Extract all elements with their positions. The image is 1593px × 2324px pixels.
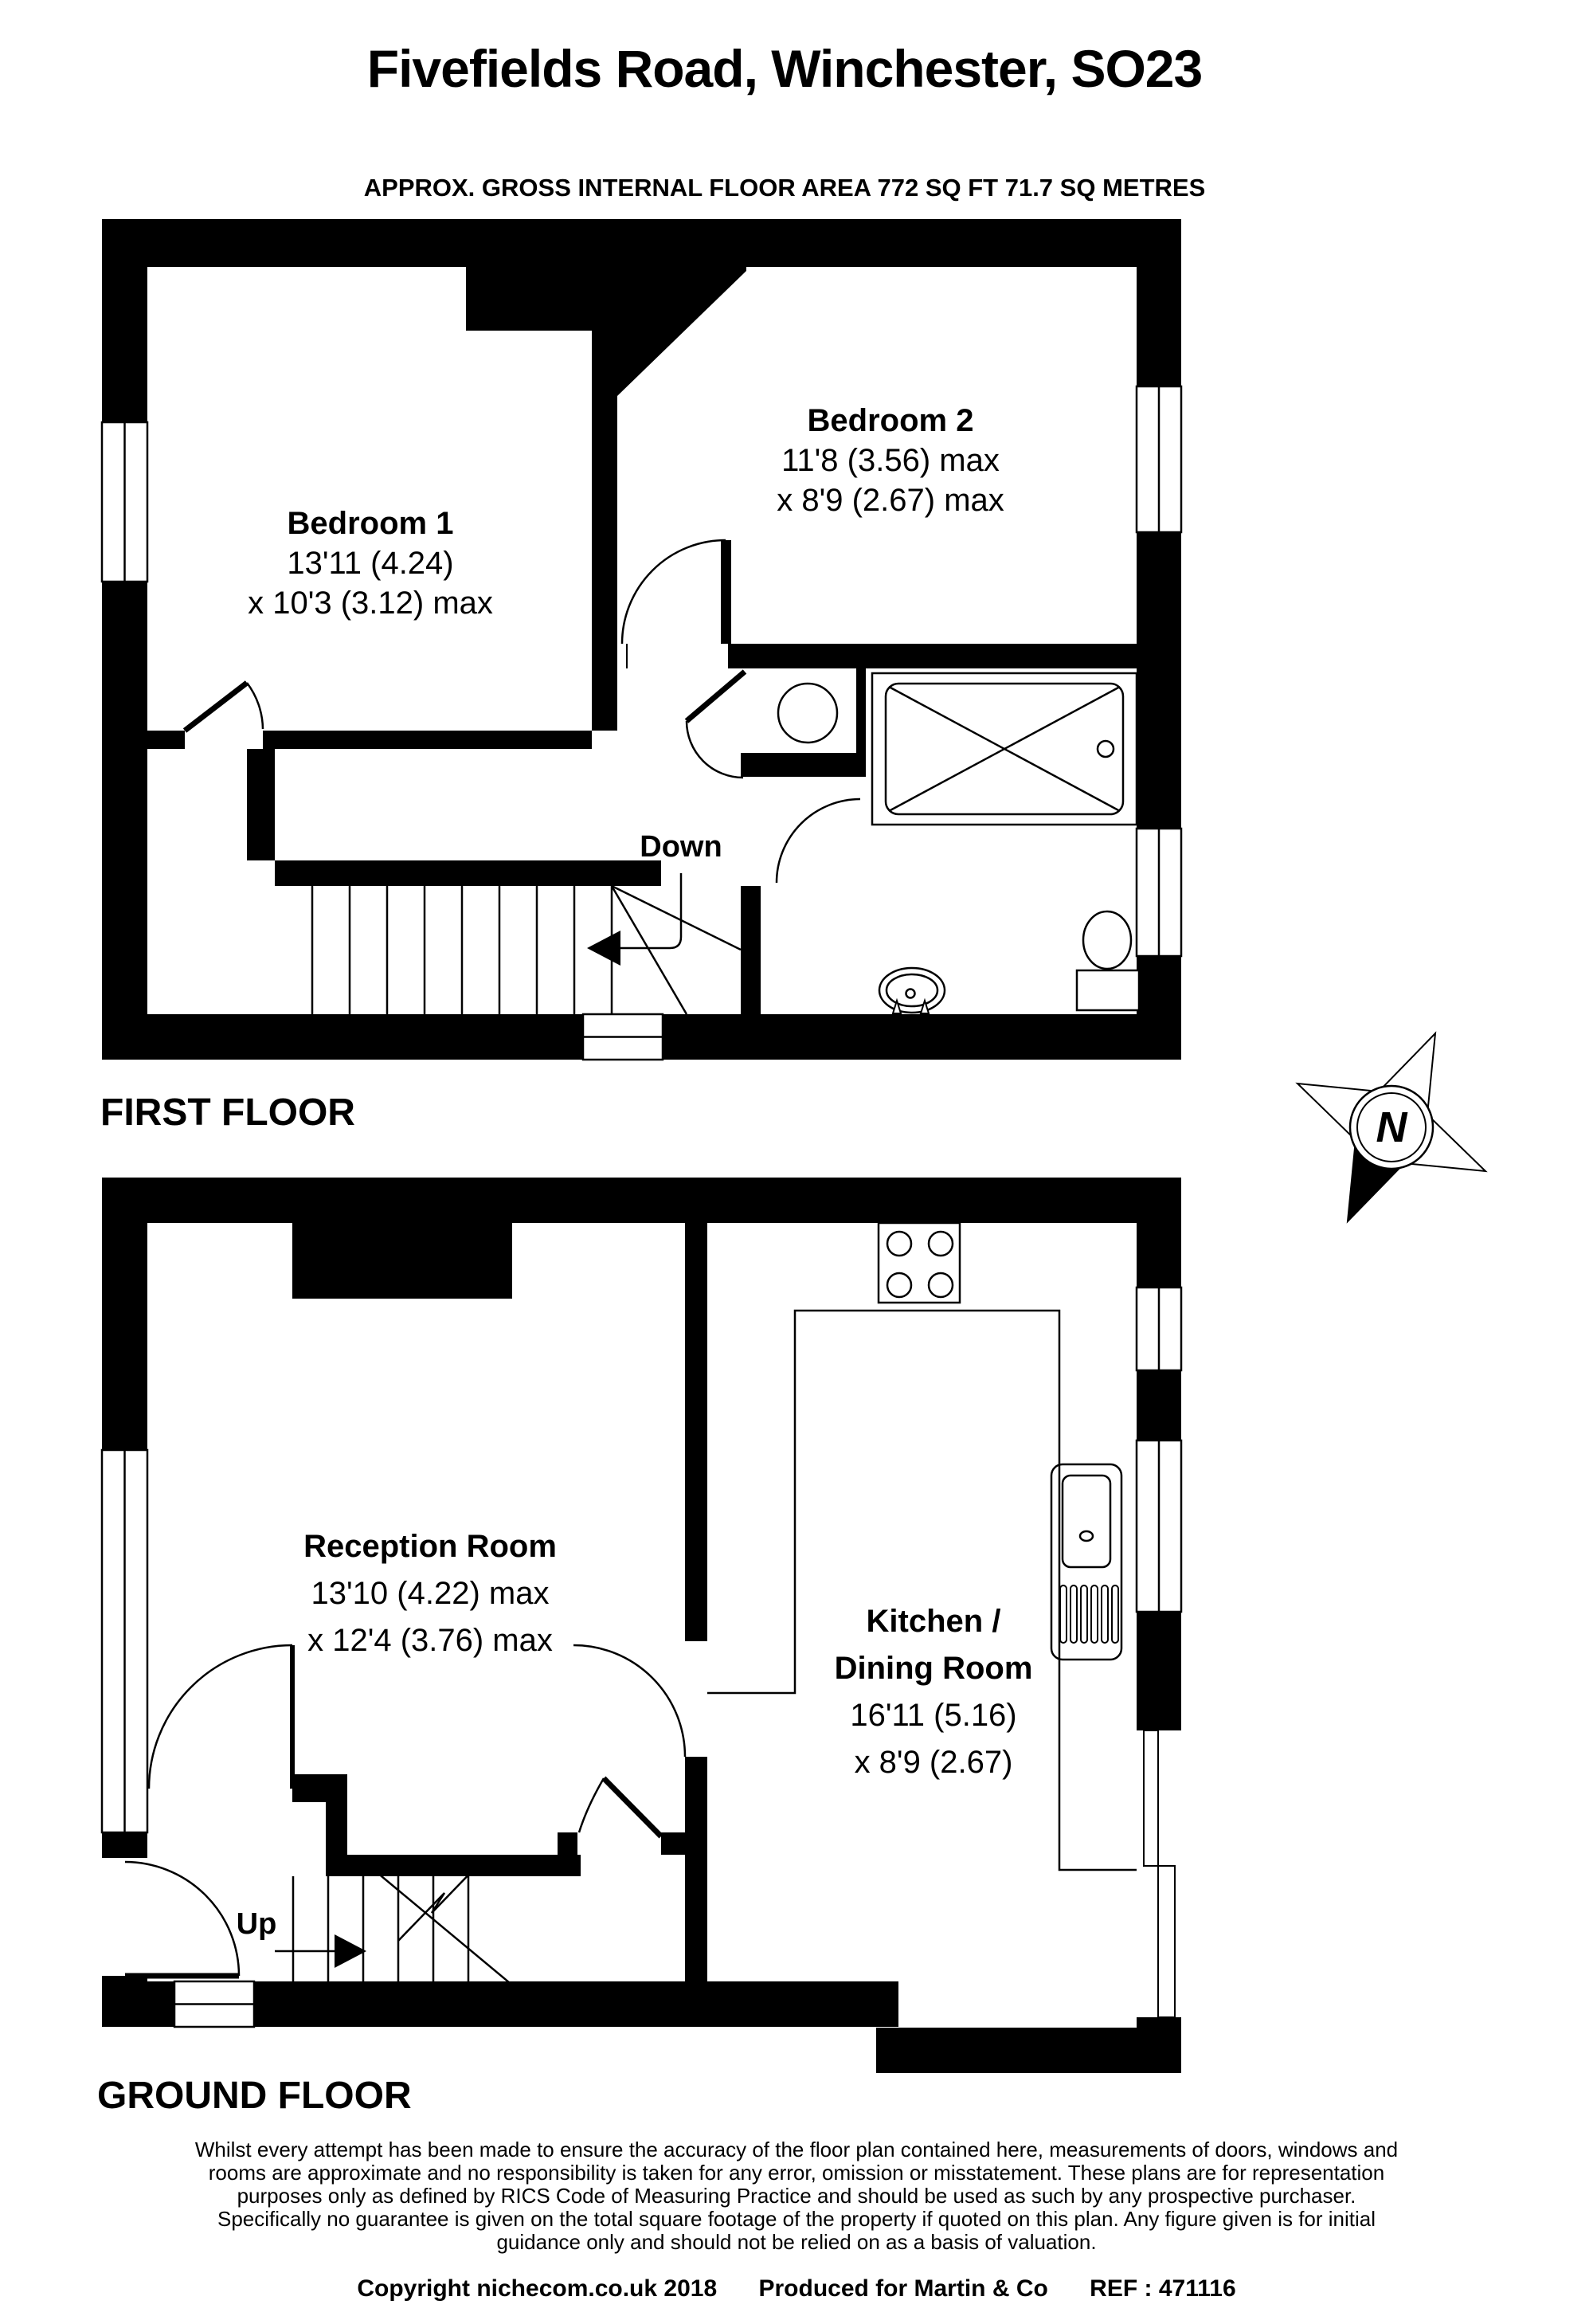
copyright-line xyxy=(339,2275,1253,2302)
compass-north-letter: N xyxy=(1376,1103,1407,1151)
bedroom2-door xyxy=(622,540,731,644)
bedroom2-label xyxy=(777,401,1004,520)
room-name: Dining Room xyxy=(834,1651,1033,1686)
reference-number: REF : 471116 xyxy=(1090,2275,1236,2302)
bathroom-door xyxy=(777,799,860,883)
room-dimension: 13'11 (4.24) xyxy=(287,546,454,581)
bedroom1-door xyxy=(185,683,263,731)
window xyxy=(1137,386,1181,532)
room-dimension: 16'11 (5.16) xyxy=(850,1698,1017,1733)
hob xyxy=(879,1223,960,1303)
side-wall-channel xyxy=(1144,1730,1175,2017)
stairs-up-direction-arrow xyxy=(275,1934,366,1968)
room-dimension: x 10'3 (3.12) max xyxy=(248,586,493,621)
room-dimension: x 8'9 (2.67) xyxy=(854,1745,1013,1780)
disclaimer-line: Whilst every attempt has been made to ensure the accuracy of the floor plan contained here, measurements of doors, windows and xyxy=(194,2138,1399,2161)
room-dimension: 11'8 (3.56) max xyxy=(781,443,1000,478)
hall-kitchen-door xyxy=(579,1778,661,1836)
first-floor-title: FIRST FLOOR xyxy=(100,1091,355,1134)
wc-basin xyxy=(778,684,837,743)
window xyxy=(583,1014,663,1060)
window xyxy=(1137,1440,1181,1612)
window xyxy=(174,1981,254,2027)
disclaimer-line: rooms are approximate and no responsibility is taken for any error, omission or misstatement. These plans are for representation xyxy=(208,2161,1385,2185)
ground-floor-title: GROUND FLOOR xyxy=(97,2075,412,2117)
wc-door xyxy=(687,672,745,778)
room-name: Bedroom 2 xyxy=(807,403,974,438)
bedroom1-label xyxy=(248,504,493,623)
room-name: Reception Room xyxy=(303,1529,557,1564)
front-door-opening xyxy=(102,1858,147,1976)
stairs-down xyxy=(312,886,741,1014)
page-title: Fivefields Road, Winchester, SO23 xyxy=(366,39,1203,98)
room-dimension: x 8'9 (2.67) max xyxy=(777,483,1004,518)
disclaimer-line: purposes only as defined by RICS Code of Measuring Practice and should be used as such by any prospective purchaser. xyxy=(237,2184,1356,2208)
disclaimer-text xyxy=(119,2138,1474,2254)
copyright-text: Copyright nichecom.co.uk 2018 xyxy=(357,2275,718,2302)
wash-basin xyxy=(879,968,945,1013)
toilet xyxy=(1077,911,1139,1010)
door-opening xyxy=(185,731,263,749)
door-opening xyxy=(685,1641,707,1757)
room-name: Kitchen / xyxy=(866,1604,1001,1639)
reception-door xyxy=(149,1645,292,1789)
first-floor-walls xyxy=(102,219,1181,1060)
kitchen-door xyxy=(573,1645,685,1757)
door-opening xyxy=(628,644,728,668)
bathtub xyxy=(872,673,1137,825)
room-dimension: 13'10 (4.22) max xyxy=(311,1576,550,1611)
north-compass-icon xyxy=(1297,1033,1485,1221)
window xyxy=(102,422,147,582)
kitchen-sink xyxy=(1051,1464,1121,1660)
stairs-up xyxy=(293,1860,510,1983)
first-floor-plan xyxy=(102,219,1181,1060)
window xyxy=(1137,829,1181,956)
window xyxy=(1137,1287,1181,1370)
kitchen-dining-label xyxy=(835,1598,1033,1786)
disclaimer-line: Specifically no guarantee is given on the total square footage of the property if quoted on this plan. Any figure given is for initial xyxy=(217,2207,1376,2231)
floor-area-subtitle: APPROX. GROSS INTERNAL FLOOR AREA 772 SQ FT 71.7 SQ METRES xyxy=(363,174,1206,202)
room-name: Bedroom 1 xyxy=(287,506,454,541)
stairs-down-label: Down xyxy=(640,830,722,864)
room-dimension: x 12'4 (3.76) max xyxy=(307,1623,553,1658)
stair-break-symbol xyxy=(398,1865,478,1941)
disclaimer-line: guidance only and should not be relied on as a basis of valuation. xyxy=(496,2230,1097,2254)
window xyxy=(102,1450,147,1832)
stairs-down-direction-arrow xyxy=(587,873,681,966)
stairs-up-label: Up xyxy=(236,1907,277,1941)
reception-room-label xyxy=(303,1523,557,1664)
produced-for-text: Produced for Martin & Co xyxy=(758,2275,1048,2302)
